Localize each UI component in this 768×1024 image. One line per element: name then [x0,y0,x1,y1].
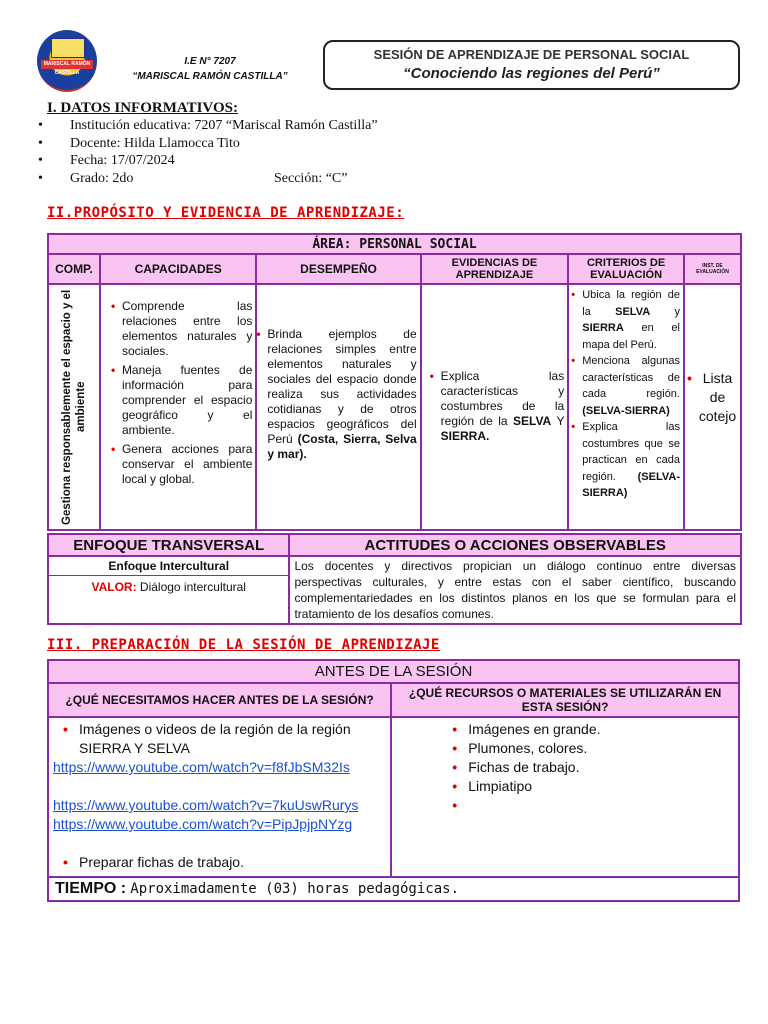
list-item: • Institución educativa: 7207 “Mariscal Ramón Castilla” [38,118,378,133]
evidencia-y: Y [556,414,565,428]
antes-header [48,660,739,683]
list-item [468,796,734,815]
col-criterios: CRITERIOS DE EVALUACIÓN [568,254,684,284]
list-item: • Maneja fuentes de información para comprender el espacio geográfico y el ambiente. [122,363,252,438]
valor-text: Diálogo intercultural [139,580,246,594]
tiempo-row [48,877,739,901]
valor-label: VALOR: [91,580,137,594]
col-hacer: ¿QUÉ NECESITAMOS HACER ANTES DE LA SESIÓN? [48,683,391,717]
session-subtitle: “Conociendo las regiones del Perú” [403,65,660,82]
criterio3-text: Explica las costumbres que se practican en cada región. [582,421,680,483]
list-item: • Plumones, colores. [468,739,734,758]
antes-text: ANTES DE LA SESIÓN [314,663,473,680]
list-item: • Imágenes en grande. [468,720,734,739]
desempeno-cell [256,284,420,530]
criterio3-bold: (SELVA-SIERRA) [582,470,680,499]
enfoque-text: Enfoque Intercultural [49,557,288,576]
institucion-text: Institución educativa: 7207 “Mariscal Ramón Castilla” [70,118,378,133]
instrumento-cell [684,284,741,530]
col-recursos: ¿QUÉ RECURSOS O MATERIALES SE UTILIZARÁN EN ESTA SESIÓN? [391,683,739,717]
criterios-cell [568,284,684,530]
list-item: • Docente: Hilda Llamocca Tito [38,135,240,151]
desempeno-bold: (Costa, Sierra, Selva y mar). [267,432,417,461]
col-comp: COMP. [48,254,100,284]
col-instrumento: INST. DE EVALUACIÓN [684,254,741,284]
fecha-text: Fecha: 17/07/2024 [70,153,175,168]
section-2-title: II.PROPÓSITO Y EVIDENCIA DE APRENDIZAJE: [47,205,405,221]
actitudes-header: ACTITUDES O ACCIONES OBSERVABLES [289,534,741,556]
book-icon [51,38,85,58]
list-item: • Preparar fichas de trabajo. [79,853,386,872]
evidencia-selva: SELVA [513,414,552,428]
criterio2-bold: (SELVA-SIERRA) [582,404,670,417]
list-item: • Fichas de trabajo. [468,758,734,777]
list-item: • Fecha: 17/07/2024 [38,153,175,168]
hacer-cell [48,717,391,877]
school-logo [37,30,97,92]
criterio1-a: Ubica la región de la [582,289,680,318]
list-item [582,353,680,419]
datos-list [38,117,378,187]
list-item: • Genera acciones para conservar el ambiente local y global. [122,442,252,487]
grado-text: Grado: 2do [70,170,134,186]
competencia-cell [48,284,100,530]
criterio2-text: Menciona algunas características de cada región. [582,355,680,400]
area-header: ÁREA: PERSONAL SOCIAL [48,234,741,254]
docente-text: Docente: Hilda Llamocca Tito [70,135,240,151]
school-title: “MARISCAL RAMÓN CASTILLA” [132,71,288,82]
list-item: • Limpiatipo [468,777,734,796]
recursos-cell [391,717,739,877]
list-item: • Imágenes o videos de la región de la región SIERRA Y SELVA [79,720,386,758]
evidencia-text: Explica las características y costumbres de la región de la [440,369,565,428]
section-3-title: III. PREPARACIÓN DE LA SESIÓN DE APRENDIZAJE [47,637,440,653]
criterio1-y: y [674,305,680,318]
col-capacidades: CAPACIDADES [100,254,256,284]
seccion-text: Sección: “C” [274,170,348,186]
preparation-table [47,659,740,902]
list-item [582,287,680,353]
school-number: I.E N° 7207 [184,56,236,67]
video-link-2[interactable]: https://www.youtube.com/watch?v=7kuUswRurys [53,797,359,813]
valor-line [49,576,288,594]
video-link-1[interactable]: https://www.youtube.com/watch?v=f8fJbSM32Is [53,759,350,775]
criterio1-sierra: SIERRA [582,322,624,334]
capacidades-cell [100,284,256,530]
list-item [267,327,416,462]
list-item: • Grado: 2do Sección: “C” [38,170,348,186]
enfoque-cell [48,556,289,624]
tiempo-label: TIEMPO : [55,880,127,897]
datos-heading: I. DATOS INFORMATIVOS: [47,100,238,116]
col-evidencias: EVIDENCIAS DE APRENDIZAJE [421,254,569,284]
school-name [100,54,320,84]
enfoque-header: ENFOQUE TRANSVERSAL [48,534,289,556]
purpose-table [47,233,742,531]
session-title-box [323,40,740,90]
competencia-text: Gestiona responsablemente el espacio y el ambiente [60,289,87,525]
tiempo-text: Aproximadamente (03) horas pedagógicas. [130,881,460,897]
evidencia-cell [421,284,569,530]
evidencia-sierra: SIERRA. [440,429,490,443]
list-item: • Comprende las relaciones entre los elementos naturales y sociales. [122,299,252,359]
enfoque-table [47,533,742,625]
col-desempeno: DESEMPEÑO [256,254,420,284]
session-title: SESIÓN DE APRENDIZAJE DE PERSONAL SOCIAL [373,47,690,62]
criterio1-b: en el mapa del Perú. [582,322,680,351]
video-link-3[interactable]: https://www.youtube.com/watch?v=PipJpjpNYzg [53,816,353,832]
list-item [441,369,565,444]
logo-text: MARISCAL RAMÓN CASTILLA [41,60,93,69]
list-item [582,419,680,502]
actitudes-text: Los docentes y directivos propician un diálogo continuo entre diversas perspectivas culturales, y entre estas con el saber científico, buscando complementariedades en los distintos planos en los que se formulan para el tratamiento de los desafíos comunes. [289,556,741,624]
instrumento-text: • Lista de cotejo [698,369,737,426]
desempeno-text: Brinda ejemplos de relaciones simples entre elementos naturales y sociales del espacio donde realiza sus actividades cotidianas y de otros espacios geográficos del Perú [267,327,417,446]
criterio1-selva: SELVA [615,305,651,318]
